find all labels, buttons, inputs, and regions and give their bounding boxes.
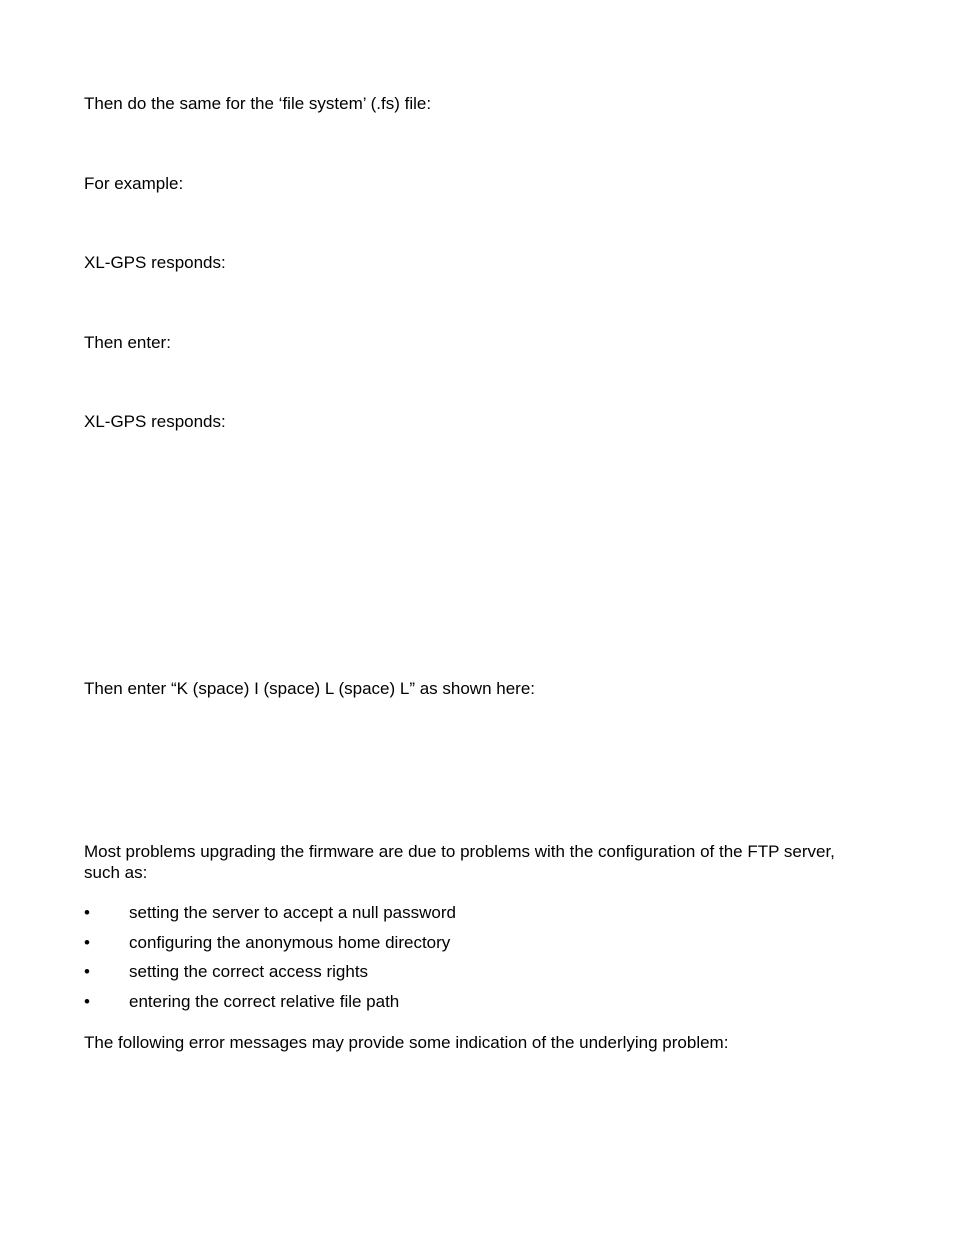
bullet-text: entering the correct relative file path xyxy=(129,992,400,1011)
text-error-messages-intro: The following error messages may provide some indication of the underlying problem: xyxy=(84,1033,729,1052)
text-then-enter: Then enter: xyxy=(84,333,171,352)
text-xlgps-responds-2: XL-GPS responds: xyxy=(84,412,226,431)
bullet-text: setting the server to accept a null password xyxy=(129,903,456,922)
text-for-example: For example: xyxy=(84,174,184,193)
text-kill-instruction: Then enter “K (space) I (space) L (space) L” as shown here: xyxy=(84,679,536,698)
text-fs-file-instruction: Then do the same for the ‘file system’ (.fs) file: xyxy=(84,94,432,113)
bullet-text: setting the correct access rights xyxy=(129,962,369,981)
bullet-symbol: • xyxy=(84,962,90,981)
bullet-symbol: • xyxy=(84,903,90,922)
text-ftp-problems: Most problems upgrading the firmware are due to problems with the configuration of the FTP server, such as: xyxy=(84,842,835,882)
text-xlgps-responds-1: XL-GPS responds: xyxy=(84,253,226,272)
bullet-symbol: • xyxy=(84,992,90,1011)
bullet-text: configuring the anonymous home directory xyxy=(129,933,451,952)
bullet-symbol: • xyxy=(84,933,90,952)
